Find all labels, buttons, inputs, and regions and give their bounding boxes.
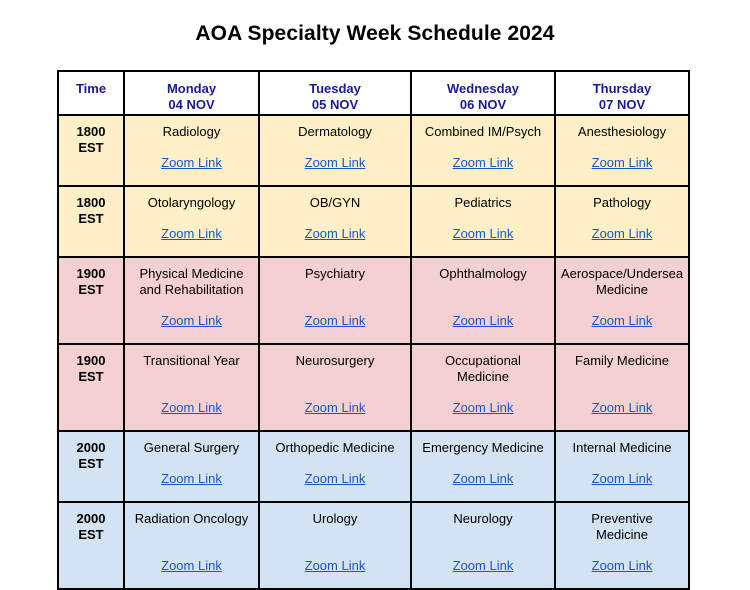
session-cell [259,115,411,186]
zoom-link[interactable]: Zoom Link [452,399,514,415]
session-cell [411,502,555,589]
time-value: 2000 [76,440,106,455]
session-cell [124,344,259,431]
zoom-link[interactable]: Zoom Link [452,470,514,486]
session-cell [411,115,555,186]
session-cell [259,257,411,344]
specialty-name: Pediatrics [454,195,512,210]
specialty-name: Transitional Year [143,353,240,368]
zoom-link[interactable]: Zoom Link [452,312,514,328]
zoom-link[interactable]: Zoom Link [591,154,653,170]
table-row [58,115,689,186]
day-name: Tuesday [309,81,361,96]
session-cell [124,115,259,186]
zoom-link[interactable]: Zoom Link [161,470,222,486]
specialty-name: Internal Medicine [572,440,672,455]
session-cell [259,502,411,589]
session-cell [555,115,689,186]
specialty-name: Dermatology [298,124,372,139]
session-cell [411,431,555,502]
time-cell [58,344,124,431]
time-zone: EST [78,368,104,384]
time-value: 1900 [76,266,106,281]
header-time: Time [58,71,124,115]
session-cell [124,431,259,502]
specialty-name: Aerospace/Undersea Medicine [560,266,684,297]
zoom-link[interactable]: Zoom Link [591,225,653,241]
zoom-link[interactable]: Zoom Link [304,312,366,328]
specialty-name: Radiation Oncology [134,511,249,526]
specialty-name: OB/GYN [309,195,361,210]
time-value: 1800 [76,195,106,210]
zoom-link[interactable]: Zoom Link [161,225,222,241]
specialty-name: Occupational Medicine [445,353,521,384]
zoom-link[interactable]: Zoom Link [304,225,366,241]
zoom-link[interactable]: Zoom Link [161,312,222,328]
zoom-link[interactable]: Zoom Link [591,557,653,573]
zoom-link[interactable]: Zoom Link [304,399,366,415]
session-cell [259,186,411,257]
table-row [58,431,689,502]
session-cell [411,186,555,257]
session-cell [124,186,259,257]
zoom-link[interactable]: Zoom Link [304,470,366,486]
session-cell [555,431,689,502]
header-day-tuesday [259,71,411,115]
header-row [58,71,689,115]
day-name: Monday [166,81,217,96]
header-day-wednesday [411,71,555,115]
time-value: 1900 [76,353,106,368]
day-date: 05 NOV [311,96,359,112]
session-cell [259,431,411,502]
header-day-thursday [555,71,689,115]
specialty-name: Orthopedic Medicine [275,440,395,455]
zoom-link[interactable]: Zoom Link [591,312,653,328]
day-date: 07 NOV [598,96,646,112]
specialty-name: Family Medicine [575,353,669,368]
specialty-name: Physical Medicine and Rehabilitation [139,266,244,297]
zoom-link[interactable]: Zoom Link [591,399,653,415]
time-zone: EST [78,526,104,542]
table-row [58,257,689,344]
zoom-link[interactable]: Zoom Link [591,470,653,486]
session-cell [555,257,689,344]
specialty-name: Neurosurgery [295,353,375,368]
zoom-link[interactable]: Zoom Link [161,154,222,170]
zoom-link[interactable]: Zoom Link [161,399,222,415]
session-cell [124,502,259,589]
session-cell [411,257,555,344]
table-row [58,344,689,431]
time-zone: EST [78,210,104,226]
zoom-link[interactable]: Zoom Link [452,154,514,170]
session-cell [555,502,689,589]
specialty-name: Anesthesiology [577,124,667,139]
time-cell [58,502,124,589]
specialty-name: Preventive Medicine [591,511,653,542]
specialty-name: Pathology [593,195,651,210]
specialty-name: Psychiatry [305,266,365,281]
time-zone: EST [78,455,104,471]
zoom-link[interactable]: Zoom Link [452,557,514,573]
specialty-name: Neurology [453,511,513,526]
time-cell [58,257,124,344]
specialty-name: Combined IM/Psych [424,124,542,139]
time-value: 2000 [76,511,106,526]
table-row [58,502,689,589]
header-day-monday [124,71,259,115]
schedule-table [57,70,690,590]
specialty-name: Ophthalmology [439,266,527,281]
specialty-name: Otolaryngology [147,195,236,210]
zoom-link[interactable]: Zoom Link [304,557,366,573]
session-cell [124,257,259,344]
time-value: 1800 [76,124,106,139]
time-cell [58,115,124,186]
table-row [58,186,689,257]
zoom-link[interactable]: Zoom Link [452,225,514,241]
specialty-name: General Surgery [143,440,240,455]
specialty-name: Emergency Medicine [422,440,544,455]
time-zone: EST [78,281,104,297]
time-cell [58,186,124,257]
session-cell [555,186,689,257]
time-zone: EST [78,139,104,155]
day-date: 06 NOV [459,96,507,112]
zoom-link[interactable]: Zoom Link [304,154,366,170]
session-cell [555,344,689,431]
day-date: 04 NOV [168,96,215,112]
day-name: Wednesday [446,81,519,96]
time-cell [58,431,124,502]
specialty-name: Urology [312,511,358,526]
specialty-name: Radiology [162,124,221,139]
day-name: Thursday [592,81,652,96]
page-title: AOA Specialty Week Schedule 2024 [195,22,555,45]
session-cell [411,344,555,431]
zoom-link[interactable]: Zoom Link [161,557,222,573]
session-cell [259,344,411,431]
